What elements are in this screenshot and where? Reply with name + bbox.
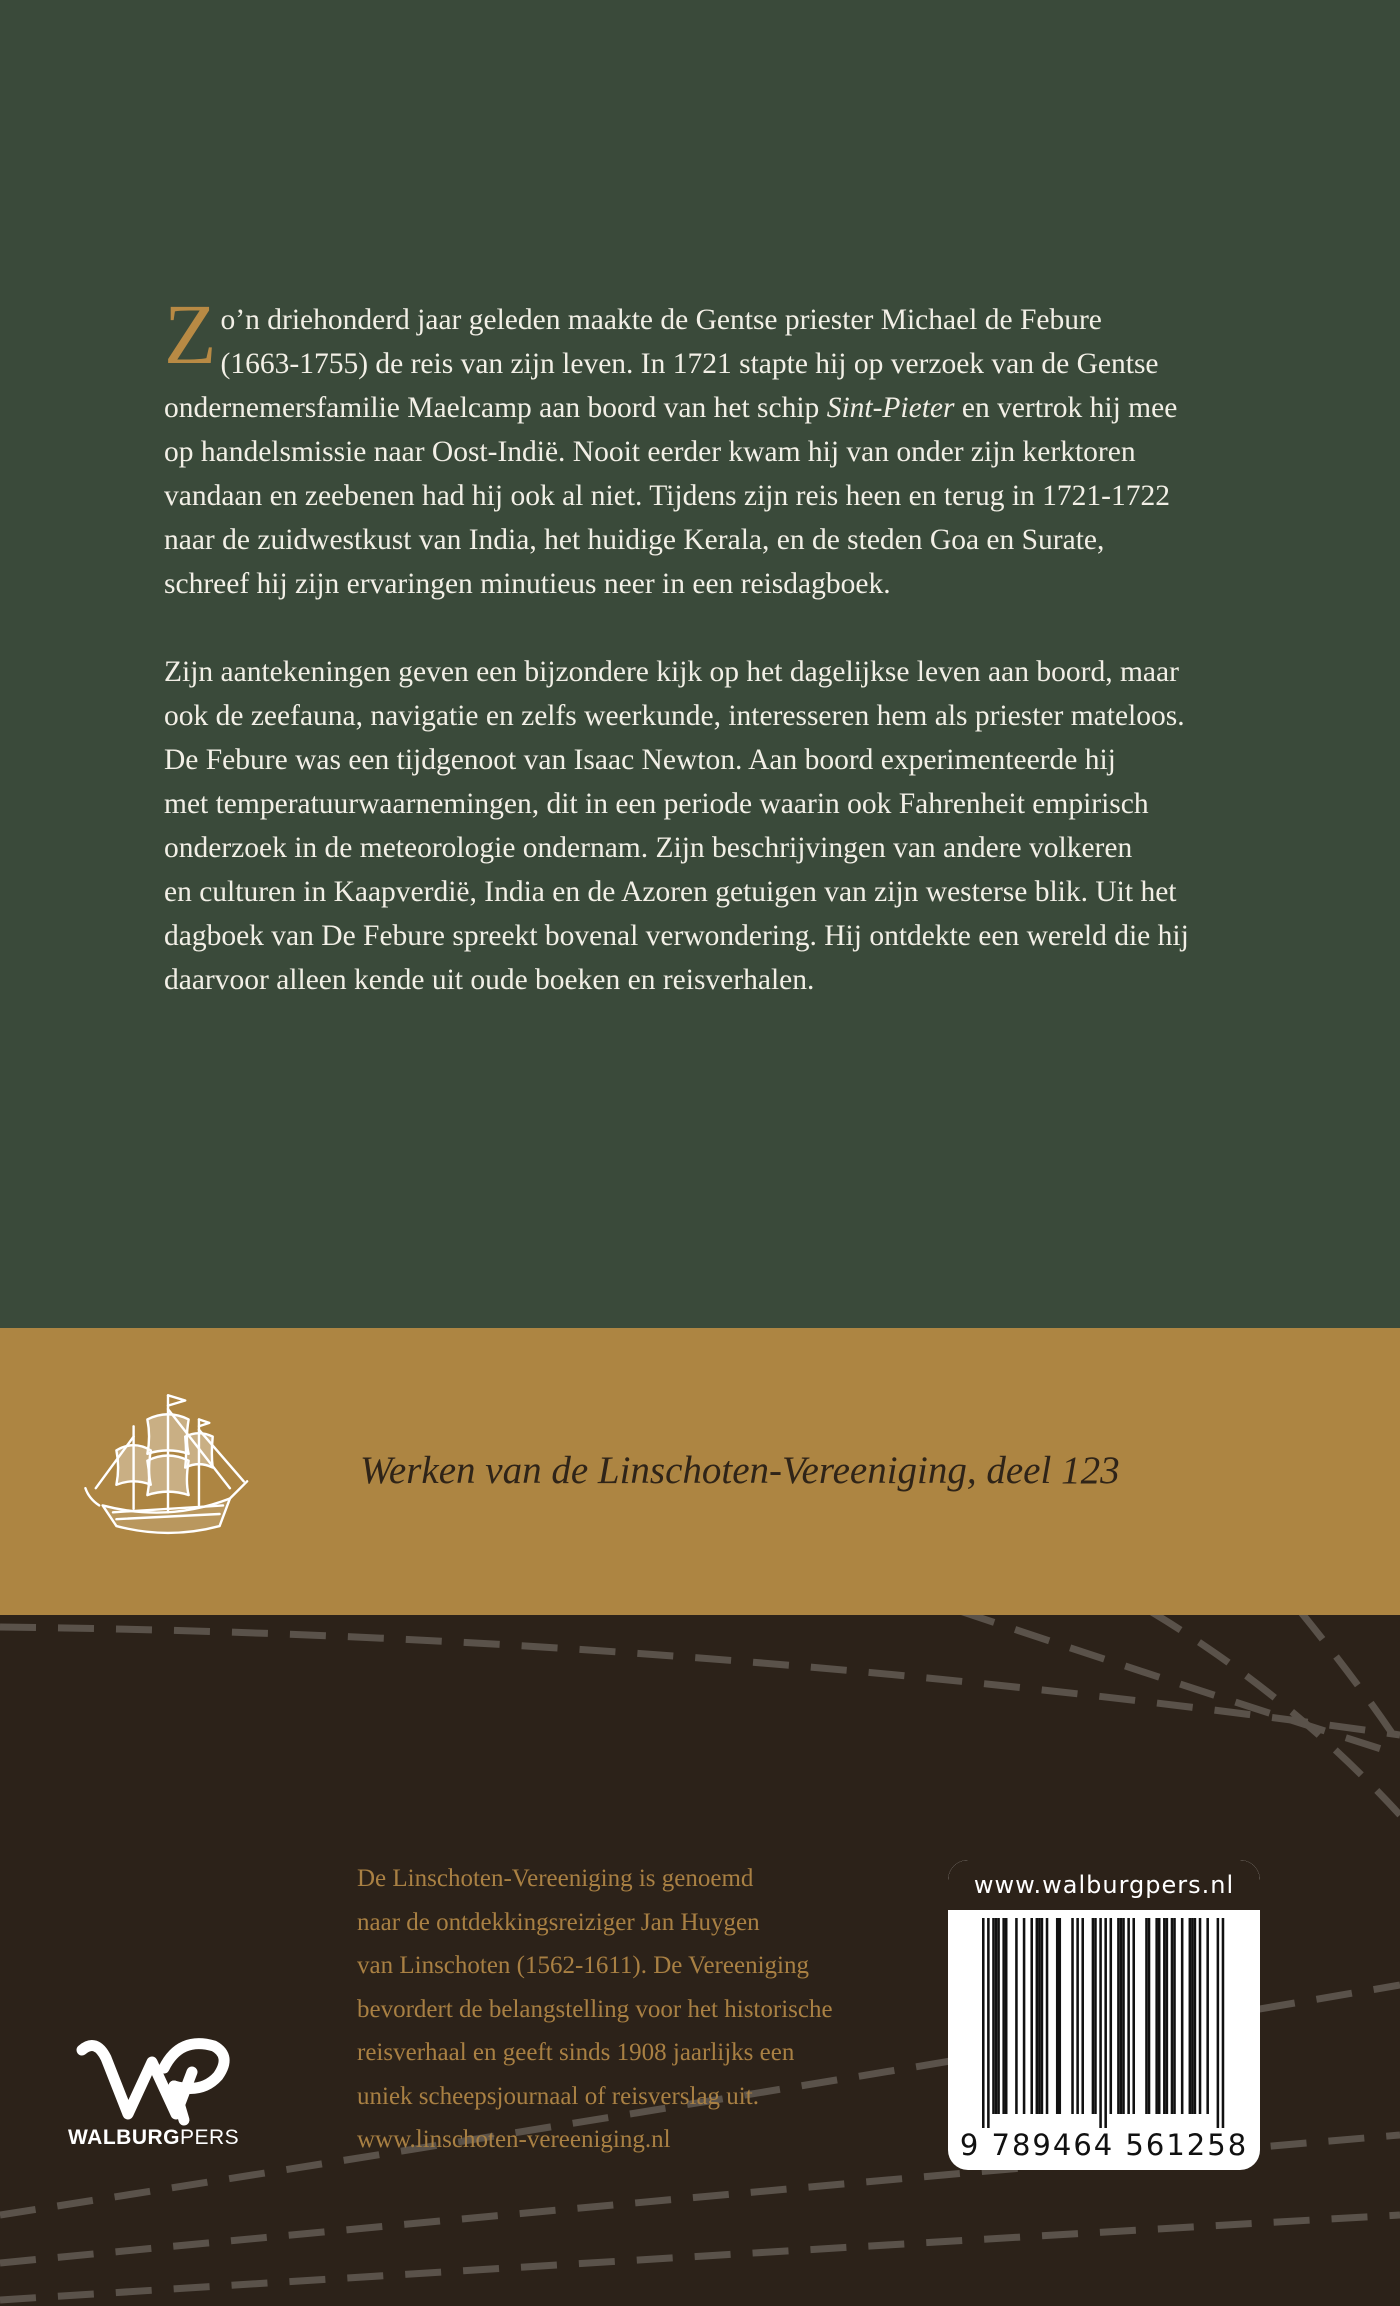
barcode-bar bbox=[987, 1918, 990, 2128]
barcode-bar bbox=[1222, 1918, 1225, 2128]
info-line: van Linschoten (1562-1611). De Vereeniging bbox=[357, 1952, 809, 1979]
barcode-bar bbox=[1217, 1918, 1220, 2128]
barcode-bar bbox=[1005, 1918, 1008, 2114]
publisher-website[interactable]: www.walburgpers.nl bbox=[948, 1860, 1260, 1910]
barcode-bar bbox=[1041, 1918, 1044, 2114]
barcode-bar bbox=[1206, 1918, 1209, 2114]
barcode-bar bbox=[1038, 1918, 1041, 2114]
barcode-bar bbox=[1163, 1918, 1166, 2114]
text-line: naar de zuidwestkust van India, het huidige Kerala, en de steden Goa en Surate, bbox=[164, 524, 1105, 556]
isbn-barcode-panel bbox=[948, 1860, 1260, 2170]
barcode-bar bbox=[995, 1918, 998, 2114]
barcode-bar bbox=[1076, 1918, 1079, 2114]
barcode-bar bbox=[1030, 1918, 1033, 2114]
sailing-ship-icon bbox=[82, 1385, 254, 1557]
barcode-bar bbox=[1104, 1918, 1107, 2128]
barcode-bar bbox=[1046, 1918, 1049, 2114]
info-line: De Linschoten-Vereeniging is genoemd bbox=[357, 1865, 754, 1892]
text-line: Zijn aantekeningen geven een bijzondere kijk op het dagelijkse leven aan boord, maar bbox=[164, 656, 1179, 688]
info-line: naar de ontdekkingsreiziger Jan Huygen bbox=[357, 1908, 760, 1936]
text-line: De Febure was een tijdgenoot van Isaac Newton. Aan boord experimenteerde hij bbox=[164, 744, 1116, 776]
isbn-digits: 9 789464 561258 bbox=[959, 2128, 1249, 2162]
barcode-bar bbox=[1120, 1918, 1123, 2114]
barcode-bar bbox=[1094, 1918, 1097, 2114]
text-line: onderzoek in de meteorologie ondernam. Zijn beschrijvingen van andere volkeren bbox=[164, 832, 1133, 864]
barcode-bar bbox=[1036, 1918, 1039, 2114]
society-info bbox=[357, 1857, 917, 2162]
publisher-name-regular: PERS bbox=[180, 2126, 240, 2149]
barcode-bar bbox=[1194, 1918, 1197, 2114]
barcode-bar bbox=[1023, 1918, 1026, 2114]
text-line: schreef hij zijn ervaringen minutieus neer in een reisdagboek. bbox=[164, 568, 891, 600]
barcode-bar bbox=[1056, 1918, 1059, 2114]
text-line: en vertrok hij mee bbox=[954, 392, 1178, 424]
barcode-bar bbox=[1071, 1918, 1074, 2114]
barcode-bar bbox=[1155, 1918, 1158, 2114]
barcode-bar bbox=[1145, 1918, 1148, 2114]
barcode-bar bbox=[1127, 1918, 1130, 2114]
barcode-bar bbox=[1199, 1918, 1202, 2114]
barcode-bar bbox=[1117, 1918, 1120, 2114]
barcode-bar bbox=[1173, 1918, 1176, 2114]
barcode-bar bbox=[1189, 1918, 1192, 2114]
publisher-name-bold: WALBURG bbox=[68, 2126, 180, 2149]
drop-cap: Z bbox=[164, 286, 217, 382]
barcode-bar bbox=[1148, 1918, 1151, 2114]
ship-name: Sint-Pieter bbox=[826, 392, 955, 424]
barcode-bar bbox=[1015, 1918, 1018, 2114]
text-line: en culturen in Kaapverdië, India en de Azoren getuigen van zijn westerse blik. Uit het bbox=[164, 876, 1177, 908]
barcode-bar bbox=[1110, 1918, 1113, 2114]
info-line: reisverhaal en geeft sinds 1908 jaarlijks een bbox=[357, 2039, 795, 2066]
barcode-bar bbox=[1002, 1918, 1005, 2114]
barcode-bar bbox=[1171, 1918, 1174, 2114]
barcode-bar bbox=[1092, 1918, 1095, 2114]
text-line: vandaan en zeebenen had hij ook al niet. Tijdens zijn reis heen en terug in 1721-1722 bbox=[164, 480, 1171, 512]
barcode-bar bbox=[997, 1918, 1000, 2114]
barcode-bar bbox=[1181, 1918, 1184, 2114]
barcode-bar bbox=[1099, 1918, 1102, 2128]
barcode-bar bbox=[982, 1918, 985, 2128]
barcode-bar bbox=[1081, 1918, 1084, 2114]
barcode-bar bbox=[1191, 1918, 1194, 2114]
barcode-bar bbox=[1132, 1918, 1135, 2114]
text-line: op handelsmissie naar Oost-Indië. Nooit eerder kwam hij van onder zijn kerktoren bbox=[164, 436, 1136, 468]
publisher-wordmark bbox=[68, 2126, 238, 2150]
series-title: Werken van de Linschoten-Vereeniging, deel 123 bbox=[360, 1449, 1120, 1492]
society-website-link[interactable]: www.linschoten-vereeniging.nl bbox=[357, 2126, 671, 2153]
barcode-bar bbox=[992, 1918, 995, 2114]
text-line: ook de zeefauna, navigatie en zelfs weerkunde, interesseren hem als priester mateloos. bbox=[164, 700, 1185, 732]
barcode-bar bbox=[1122, 1918, 1125, 2114]
info-line: uniek scheepsjournaal of reisverslag uit. bbox=[357, 2082, 759, 2110]
barcode-bar bbox=[1166, 1918, 1169, 2114]
info-line: bevordert de belangstelling voor het historische bbox=[357, 1995, 833, 2023]
description-paragraph-2 bbox=[164, 650, 1244, 1002]
text-line: (1663-1755) de reis van zijn leven. In 1721 stapte hij op verzoek van de Gentse bbox=[220, 348, 1159, 380]
barcode-bar bbox=[1158, 1918, 1161, 2114]
text-line: met temperatuurwaarnemingen, dit in een periode waarin ook Fahrenheit empirisch bbox=[164, 788, 1149, 820]
text-line: o’n driehonderd jaar geleden maakte de Gentse priester Michael de Febure bbox=[220, 304, 1102, 336]
text-line: dagboek van De Febure spreekt bovenal verwondering. Hij ontdekte een wereld die hij bbox=[164, 920, 1189, 952]
text-line: ondernemersfamilie Maelcamp aan boord van het schip bbox=[164, 392, 820, 424]
description-paragraph-1 bbox=[164, 286, 1244, 606]
barcode-bar bbox=[1059, 1918, 1062, 2114]
text-line: daarvoor alleen kende uit oude boeken en reisverhalen. bbox=[164, 964, 815, 996]
isbn-barcode bbox=[948, 1912, 1260, 2130]
